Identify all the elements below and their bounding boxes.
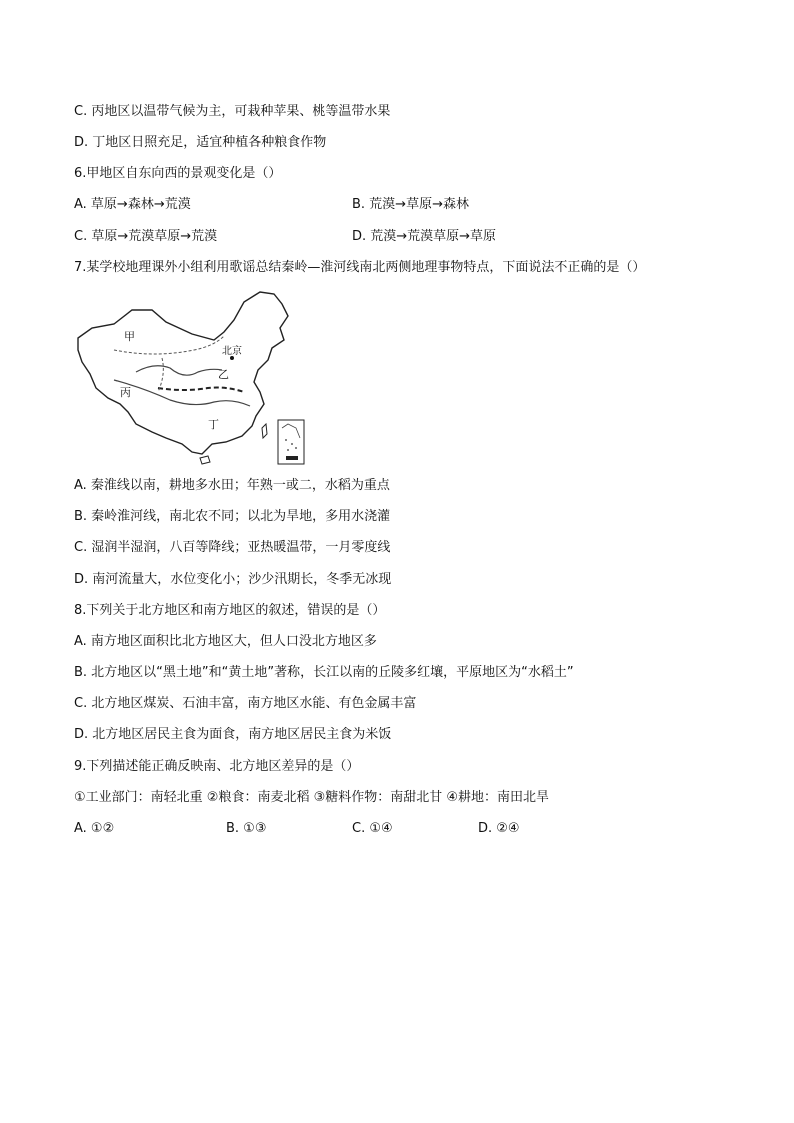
map-label-ding: 丁 xyxy=(208,418,219,431)
q8-stem: 8.下列关于北方地区和南方地区的叙述，错误的是（） xyxy=(74,603,386,618)
q7-option-a: A. 秦淮线以南，耕地多水田；年熟一或二，水稻为重点 xyxy=(74,478,390,493)
q7-option-b: B. 秦岭淮河线，南北农不同；以北为旱地，多用水浇灌 xyxy=(74,509,391,524)
inset-coastline xyxy=(282,424,300,438)
q8-option-b: B. 北方地区以“黑土地”和“黄土地”著称，长江以南的丘陵多红壤，平原地区为“水稻土” xyxy=(74,665,574,680)
yellow-river xyxy=(136,366,222,375)
q6-stem: 6.甲地区自东向西的景观变化是（） xyxy=(74,166,282,181)
hainan-island xyxy=(200,456,210,464)
q9-option-c: C. ①④ xyxy=(352,821,393,836)
q6-option-b: B. 荒漠→草原→森林 xyxy=(352,197,469,212)
q9-option-b: B. ①③ xyxy=(226,821,267,836)
q7-option-c: C. 湿润半湿润，八百等降线；亚热暖温带，一月零度线 xyxy=(74,540,391,555)
map-label-jia: 甲 xyxy=(124,330,135,343)
map-label-beijing: 北京 xyxy=(222,346,242,357)
inset-island xyxy=(287,449,289,451)
q9-statements: ①工业部门：南轻北重 ②粮食：南麦北稻 ③糖料作物：南甜北甘 ④耕地：南田北旱 xyxy=(74,790,550,805)
q9-option-d: D. ②④ xyxy=(478,821,520,836)
q6-option-a: A. 草原→森林→荒漠 xyxy=(74,197,191,212)
q5-option-c: C. 丙地区以温带气候为主，可栽种苹果、桃等温带水果 xyxy=(74,104,391,119)
china-outline xyxy=(78,292,288,454)
china-map-figure xyxy=(74,288,322,474)
q6-option-c: C. 草原→荒漠草原→荒漠 xyxy=(74,229,218,244)
q7-stem: 7.某学校地理课外小组利用歌谣总结秦岭—淮河线南北两侧地理事物特点，下面说法不正确的是（） xyxy=(74,260,646,275)
map-label-yi: 乙 xyxy=(218,368,229,381)
inset-scale-bar xyxy=(286,456,298,460)
inset-island xyxy=(295,447,297,449)
yangtze-river xyxy=(114,380,250,406)
q8-option-a: A. 南方地区面积比北方地区大，但人口没北方地区多 xyxy=(74,634,377,649)
inset-island xyxy=(285,439,287,441)
q5-option-d: D. 丁地区日照充足，适宜种植各种粮食作物 xyxy=(74,135,327,150)
map-label-bing: 丙 xyxy=(120,386,131,399)
q7-option-d: D. 南河流量大，水位变化小；沙少汛期长，冬季无冰现 xyxy=(74,572,392,587)
q8-option-d: D. 北方地区居民主食为面食，南方地区居民主食为米饭 xyxy=(74,727,392,742)
q9-stem: 9.下列描述能正确反映南、北方地区差异的是（） xyxy=(74,759,360,774)
taiwan-island xyxy=(262,424,267,438)
qinling-huaihe-line xyxy=(158,388,244,393)
inset-island xyxy=(291,443,293,445)
region-boundary-west xyxy=(158,358,163,392)
q8-option-c: C. 北方地区煤炭、石油丰富，南方地区水能、有色金属丰富 xyxy=(74,696,417,711)
q9-option-a: A. ①② xyxy=(74,821,115,836)
q6-option-d: D. 荒漠→荒漠草原→草原 xyxy=(352,229,497,244)
